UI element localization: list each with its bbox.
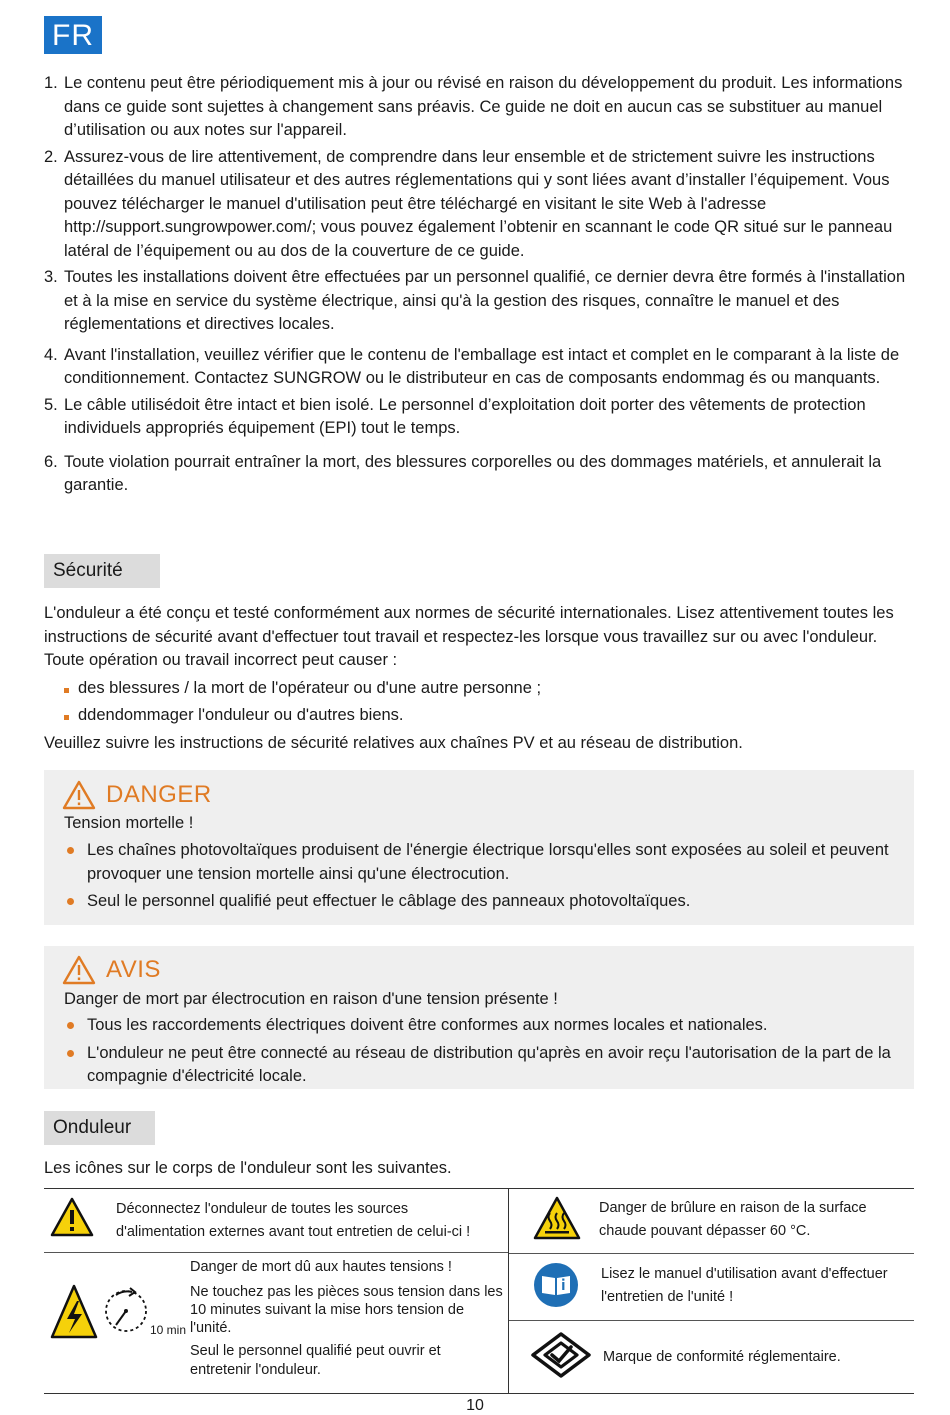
security-bullets: [62, 676, 541, 730]
item-text: Assurez-vous de lire attentivement, de comprendre dans leur ensemble et de strictement suivre les instructions détaillées du manuel utilisateur et des autres réglementations qui y sont liées avant d’installer l’équipement. Vous pouvez télécharger le manuel d'utilisation peut être téléchargé en visitant le site Web à l'adresse http://support.sungrowpower.com/; vous pouvez également l’obtenir en scannant le code QR situé sur le panneau latéral de l’équipement ou au dos de la couverture de ce guide.: [64, 147, 893, 260]
high-voltage-wait-text: Ne touchez pas les pièces sous tension dans les 10 minutes suivant la mise hors tension de l'unité.: [190, 1284, 503, 1336]
intro-item: [44, 344, 918, 391]
compliance-mark-icon: [530, 1331, 592, 1379]
danger-items: [64, 839, 894, 918]
bullet-dot-icon: [67, 1050, 74, 1057]
compliance-text: Marque de conformité réglementaire.: [603, 1349, 841, 1365]
list-item: [62, 676, 541, 703]
security-paragraph: L'onduleur a été conçu et testé conformément aux normes de sécurité internationales. Lisez attentivement toutes les instructions de sécurité avant d'effectuer tout travail et respectez-les lorsque vous travaillez sur ou avec l'onduleur. Toute opération ou travail incorrect peut causer :: [44, 604, 894, 669]
list-item: [64, 839, 894, 886]
intro-item: [44, 146, 918, 264]
read-manual-icon: [533, 1262, 579, 1308]
square-bullet-icon: [64, 688, 69, 693]
warning-triangle-icon: [62, 780, 96, 810]
bullet-text: Seul le personnel qualifié peut effectuer le câblage des panneaux photovoltaïques.: [87, 892, 691, 910]
bullet-dot-icon: [67, 847, 74, 854]
notice-subtitle: Danger de mort par électrocution en raison d'une tension présente !: [64, 990, 558, 1008]
notice-items: [64, 1014, 894, 1093]
security-follow-text: Veuillez suivre les instructions de sécurité relatives aux chaînes PV et au réseau de distribution.: [44, 734, 743, 752]
timer-icon: [102, 1285, 150, 1337]
list-item: [64, 890, 894, 914]
bullet-dot-icon: [67, 898, 74, 905]
general-warning-icon: [50, 1197, 94, 1237]
bullet-text: des blessures / la mort de l'opérateur ou d'une autre personne ;: [78, 679, 542, 697]
bullet-dot-icon: [67, 1022, 74, 1029]
page-number: 10: [466, 1397, 484, 1414]
bullet-text: Tous les raccordements électriques doivent être conformes aux normes locales et nationales.: [87, 1016, 768, 1034]
danger-title: DANGER: [106, 781, 212, 808]
disconnect-text: Déconnectez l'onduleur de toutes les sources d'alimentation externes avant tout entretien de celui-ci !: [116, 1201, 471, 1240]
intro-item: [44, 394, 918, 441]
section-label-inverter: Onduleur: [44, 1111, 155, 1145]
intro-item: [44, 451, 918, 498]
table-divider: [509, 1253, 914, 1254]
high-voltage-icon: [49, 1283, 99, 1341]
section-label-security: Sécurité: [44, 554, 160, 588]
item-number: 1.: [44, 74, 58, 92]
notice-header: [62, 955, 161, 985]
danger-box: [44, 770, 914, 925]
item-text: Le contenu peut être périodiquement mis à jour ou révisé en raison du développement du produit. Les informations dans ce guide sont sujettes à changement sans préavis. Ce guide ne doit en aucun cas se substituer au manuel d’utilisation ou aux notes sur l'appareil.: [64, 74, 903, 139]
item-text: Avant l'installation, veuillez vérifier que le contenu de l'emballage est intact et complet en le comparant à la liste de conditionnement. Contactez SUNGROW ou le distributeur en cas de composants endommag és ou manquants.: [64, 345, 900, 387]
table-divider: [509, 1320, 914, 1321]
item-number: 3.: [44, 268, 58, 286]
intro-item: [44, 72, 918, 143]
notice-title: AVIS: [106, 956, 161, 983]
burn-text: Danger de brûlure en raison de la surface chaude pouvant dépasser 60 °C.: [599, 1200, 867, 1239]
table-divider: [44, 1252, 508, 1253]
item-text: Toute violation pourrait entraîner la mort, des blessures corporelles ou des dommages matériels, et annulerait la garantie.: [64, 452, 882, 494]
notice-box: [44, 946, 914, 1089]
table-divider: [508, 1189, 509, 1393]
danger-header: [62, 780, 212, 810]
list-item: [62, 703, 541, 730]
list-item: [64, 1014, 894, 1038]
bullet-text: L'onduleur ne peut être connecté au réseau de distribution qu'après en avoir reçu l'autorisation de la part de la compagnie d'électricité locale.: [87, 1043, 891, 1085]
list-item: [64, 1042, 894, 1089]
item-number: 6.: [44, 452, 58, 471]
hot-surface-icon: [533, 1196, 581, 1240]
bullet-text: ddendommager l'onduleur ou d'autres biens.: [78, 706, 404, 724]
item-number: 4.: [44, 345, 58, 364]
intro-item: [44, 266, 918, 337]
high-voltage-title: Danger de mort dû aux hautes tensions !: [190, 1259, 452, 1275]
warning-triangle-icon: [62, 955, 96, 985]
item-number: 5.: [44, 395, 58, 414]
item-text: Le câble utilisédoit être intact et bien isolé. Le personnel d’exploitation doit porter des vêtements de protection individuels appropriés équipement (EPI) tout le temps.: [64, 395, 866, 437]
language-badge: FR: [44, 16, 102, 54]
manual-text: Lisez le manuel d'utilisation avant d'effectuer l'entretien de l'unité !: [601, 1266, 888, 1305]
icon-table: [44, 1188, 914, 1394]
bullet-text: Les chaînes photovoltaïques produisent de l'énergie électrique lorsqu'elles sont exposées au soleil et peuvent provoquer une tension mortelle ainsi qu'une électrocution.: [87, 841, 889, 883]
high-voltage-staff-text: Seul le personnel qualifié peut ouvrir et entretenir l'onduleur.: [190, 1343, 441, 1378]
item-text: Toutes les installations doivent être effectuées par un personnel qualifié, ce dernier devra être formés à l'installation et à la mise en service du système électrique, ainsi qu'à la gestion des risques, connaître le manuel et des réglementations et directives locales.: [64, 268, 906, 333]
item-number: 2.: [44, 147, 58, 166]
timer-label: 10 min: [150, 1323, 187, 1337]
danger-subtitle: Tension mortelle !: [64, 814, 194, 832]
inverter-intro: Les icônes sur le corps de l'onduleur sont les suivantes.: [44, 1159, 452, 1177]
square-bullet-icon: [64, 715, 69, 720]
intro-list: [44, 72, 918, 498]
